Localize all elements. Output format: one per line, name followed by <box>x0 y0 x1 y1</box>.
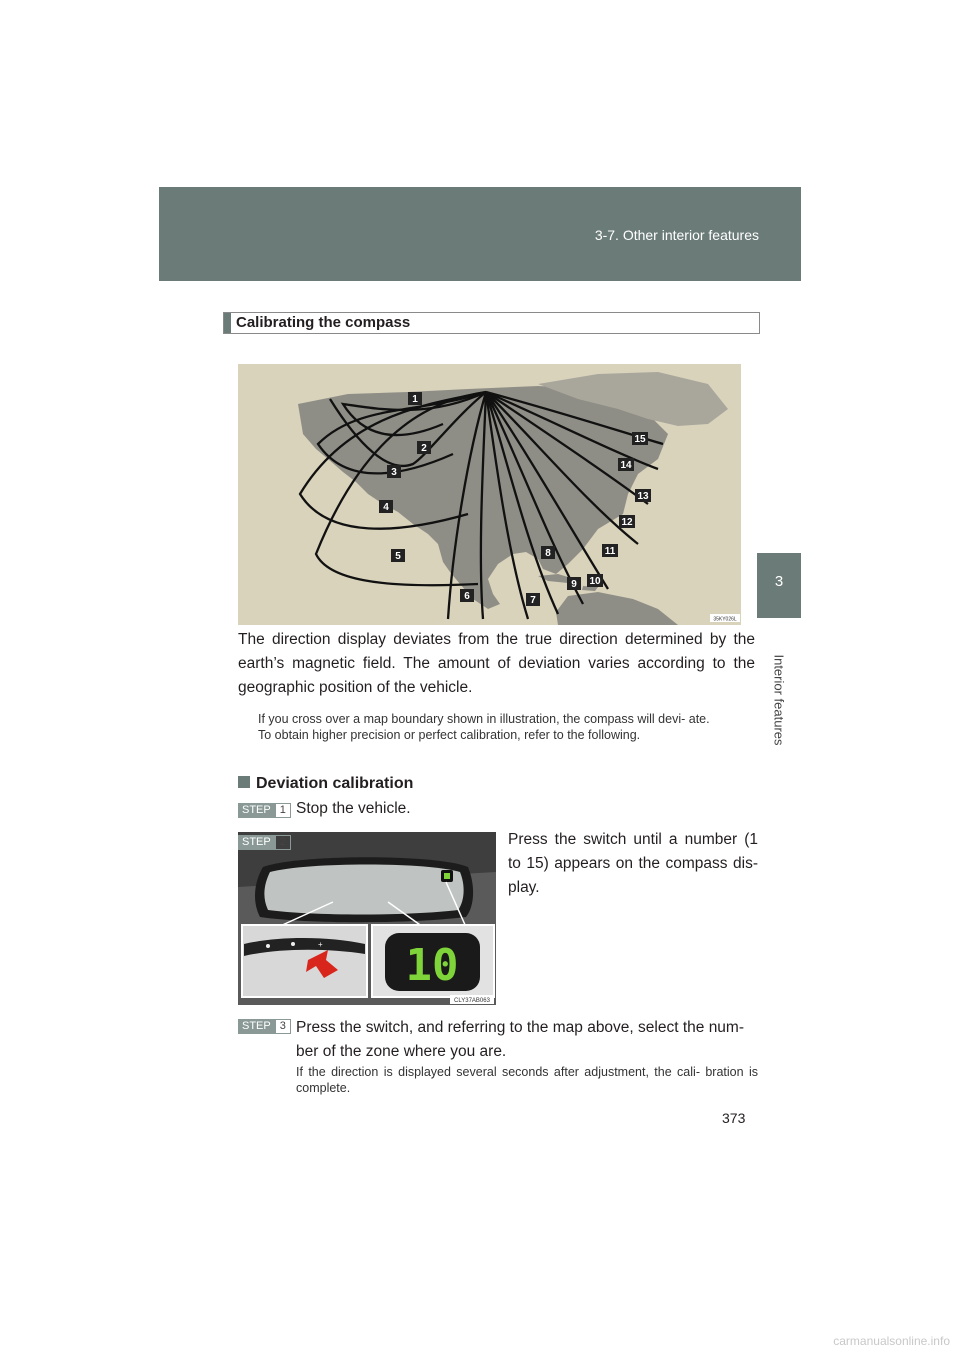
section-title-box <box>223 312 760 334</box>
switch-closeup-button-1 <box>266 944 270 948</box>
mirror-code: CLY37AB063 <box>454 998 490 1004</box>
zone-label-8: 8 <box>545 548 551 559</box>
map-note-line-2: To obtain higher precision or perfect calibration, refer to the following. <box>258 728 641 742</box>
step-1-label: STEP <box>238 803 275 818</box>
section-title-bar <box>224 313 231 333</box>
heading-square-marker <box>238 776 250 788</box>
switch-closeup-button-2 <box>291 942 295 946</box>
header-band <box>159 187 801 281</box>
zone-label-11: 11 <box>604 546 616 557</box>
zone-label-7: 7 <box>530 595 536 606</box>
zone-label-12: 12 <box>621 517 633 528</box>
zone-label-15: 15 <box>634 434 646 445</box>
zone-label-1: 1 <box>412 394 418 405</box>
zone-label-2: 2 <box>421 443 427 454</box>
mirror-compass-digits <box>444 873 450 879</box>
step-2-number: 2 <box>275 835 291 850</box>
chapter-tab <box>757 553 801 618</box>
zone-label-14: 14 <box>620 460 632 471</box>
map-note-line-1: If you cross over a map boundary shown in illustration, the compass will devi- ate. <box>258 712 710 726</box>
step-1-text: Stop the vehicle. <box>296 800 411 817</box>
section-title: Calibrating the compass <box>236 314 411 331</box>
switch-closeup-panel <box>242 925 367 997</box>
header-section-title: 3-7. Other interior features <box>594 227 759 243</box>
map-note <box>258 711 758 743</box>
step-3-badge <box>238 1019 291 1034</box>
deviation-calibration-heading <box>238 775 413 793</box>
zone-label-13: 13 <box>637 491 649 502</box>
map-code: 35KY026L <box>713 616 737 623</box>
zone-label-10: 10 <box>589 576 601 587</box>
zone-label-9: 9 <box>571 579 577 590</box>
zone-label-3: 3 <box>391 467 397 478</box>
chapter-number: 3 <box>774 573 784 590</box>
rearview-mirror-illustration <box>238 832 496 1005</box>
switch-closeup-plus: + <box>318 940 323 949</box>
page-number: 373 <box>722 1110 746 1126</box>
deviation-calibration-title: Deviation calibration <box>256 775 414 792</box>
body-paragraph: The direction display deviates from the true direction determined by the earth’s magnetic field. The amount of deviation varies according to the geographic position of the vehicle. <box>238 631 755 696</box>
step-2-text: Press the switch until a number (1 to 15) appears on the compass dis- play. <box>508 831 758 896</box>
step-3-text: Press the switch, and referring to the map above, select the num- ber of the zone where you are. <box>296 1019 745 1060</box>
step-1-badge <box>238 803 291 818</box>
step-1-number: 1 <box>275 803 291 818</box>
step-2-badge <box>238 835 291 850</box>
watermark: carmanualsonline.info <box>833 1334 950 1348</box>
step-3-number: 3 <box>275 1019 291 1034</box>
compass-zone-map <box>238 364 741 625</box>
display-closeup-value: 10 <box>405 940 459 991</box>
step-2-label: STEP <box>238 835 275 850</box>
chapter-label: Interior features <box>771 654 787 746</box>
zone-label-4: 4 <box>383 502 389 513</box>
zone-label-6: 6 <box>464 591 470 602</box>
mirror-glass <box>264 865 463 915</box>
step-3-label: STEP <box>238 1019 275 1034</box>
step-3-note: If the direction is displayed several seconds after adjustment, the cali- bration is complete. <box>296 1065 758 1095</box>
zone-label-5: 5 <box>395 551 401 562</box>
